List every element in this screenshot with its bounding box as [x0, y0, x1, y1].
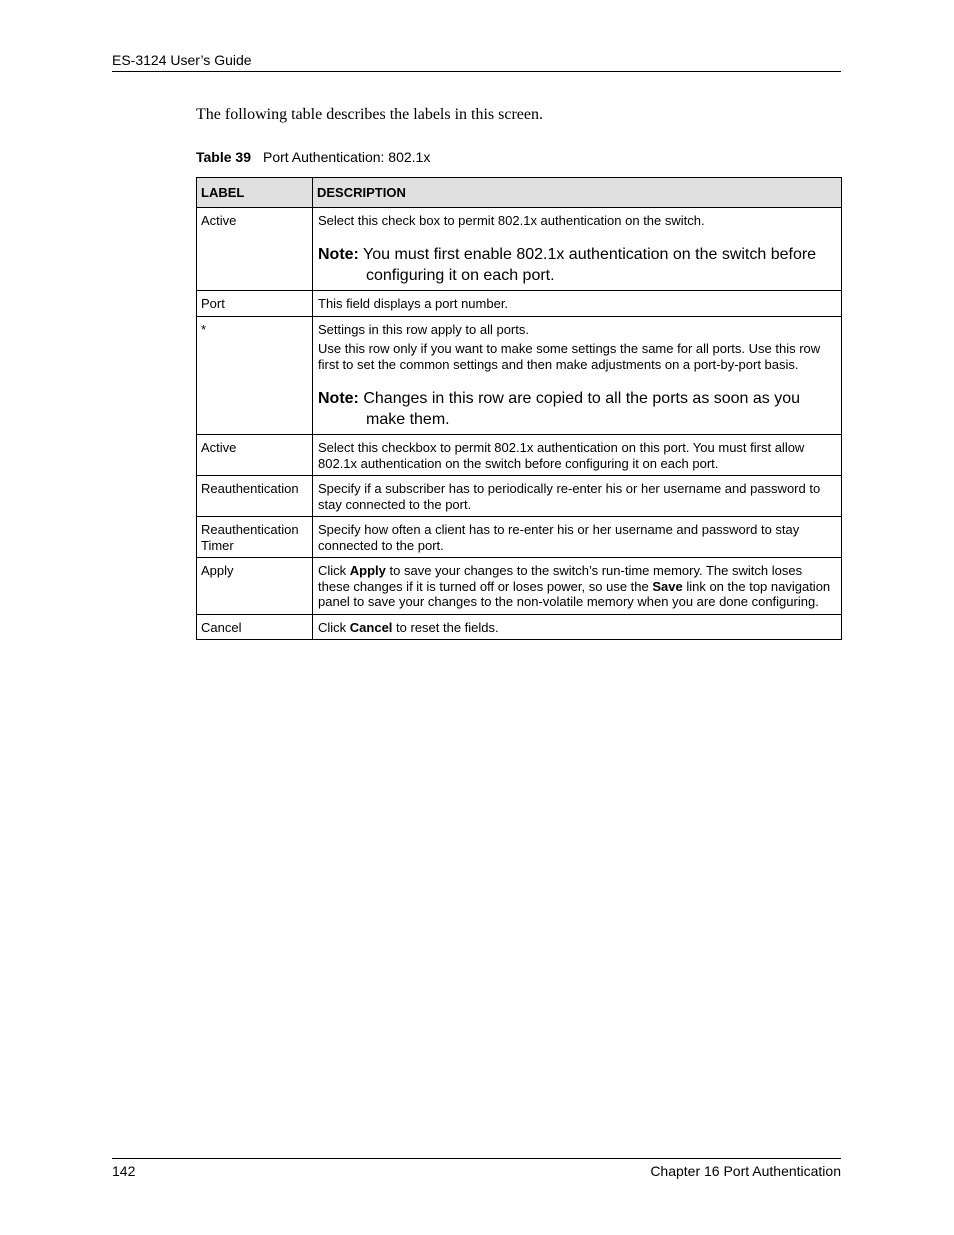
- note-text: You must first enable 802.1x authentication on the switch before configuring it on each port.: [363, 246, 817, 284]
- table-title: Port Authentication: 802.1x: [263, 149, 431, 165]
- table-row: [197, 614, 842, 640]
- description-text: to reset the fields.: [392, 619, 499, 635]
- row-description: Select this checkbox to permit 802.1x authentication on this port. You must first allow 802.1x authentication on the switch before configuring it on each port.: [313, 435, 842, 476]
- row-description: [313, 614, 842, 640]
- note: [318, 244, 835, 286]
- row-description: [313, 316, 842, 435]
- table-row: [197, 517, 842, 558]
- intro-paragraph: The following table describes the labels in this screen.: [196, 106, 544, 123]
- row-description: [313, 207, 842, 291]
- note-prefix: Note:: [318, 246, 359, 263]
- description-text: Use this row only if you want to make some settings the same for all ports. Use this row first to set the common settings and then make adjustments on a port-by-port basis.: [318, 341, 821, 372]
- row-label: Active: [197, 435, 313, 476]
- apply-keyword: Apply: [349, 563, 386, 578]
- table-row: [197, 291, 842, 317]
- column-header-description: DESCRIPTION: [313, 178, 842, 208]
- table-number: Table 39: [196, 149, 251, 165]
- description-text: Settings in this row apply to all ports.: [318, 321, 529, 337]
- table-caption: [196, 149, 430, 165]
- page-number: 142: [112, 1163, 136, 1179]
- save-keyword: Save: [652, 578, 683, 594]
- guide-title: ES-3124 User’s Guide: [112, 52, 252, 68]
- row-label: Apply: [197, 558, 313, 615]
- description-text: Click: [318, 563, 350, 578]
- table-row: [197, 207, 842, 291]
- description-text: Select this check box to permit 802.1x authentication on the switch.: [318, 212, 705, 228]
- row-label: *: [197, 316, 313, 435]
- note-text: Changes in this row are copied to all the ports as soon as you make them.: [363, 390, 801, 428]
- row-label: Port: [197, 291, 313, 317]
- page-header: [112, 52, 841, 72]
- row-description: This field displays a port number.: [313, 291, 842, 317]
- row-description: Specify if a subscriber has to periodically re-enter his or her username and password to stay connected to the port.: [313, 476, 842, 517]
- note-prefix: Note:: [318, 390, 359, 407]
- row-description: Specify how often a client has to re-enter his or her username and password to stay connected to the port.: [313, 517, 842, 558]
- row-label: Cancel: [197, 614, 313, 640]
- table-header-row: [197, 178, 842, 208]
- cancel-keyword: Cancel: [349, 619, 393, 635]
- table-row: [197, 435, 842, 476]
- column-header-label: LABEL: [197, 178, 313, 208]
- row-description: [313, 558, 842, 615]
- row-label: Reauthentication: [197, 476, 313, 517]
- page-footer: [112, 1158, 841, 1179]
- description-text: Click: [318, 619, 350, 635]
- table-row: [197, 316, 842, 435]
- row-label: Reauthentication Timer: [197, 517, 313, 558]
- table-row: [197, 558, 842, 615]
- description-text: to save your changes to the switch’s run-time memory. The switch loses these changes if it is turned off or loses power, so use the: [318, 563, 803, 594]
- description-text: link on the top navigation panel to save your changes to the non-volatile memory when you are done configuring.: [318, 578, 831, 609]
- table-row: [197, 476, 842, 517]
- labels-table: [196, 177, 842, 640]
- chapter-title: Chapter 16 Port Authentication: [650, 1163, 841, 1179]
- row-label: Active: [197, 207, 313, 291]
- note: [318, 388, 835, 430]
